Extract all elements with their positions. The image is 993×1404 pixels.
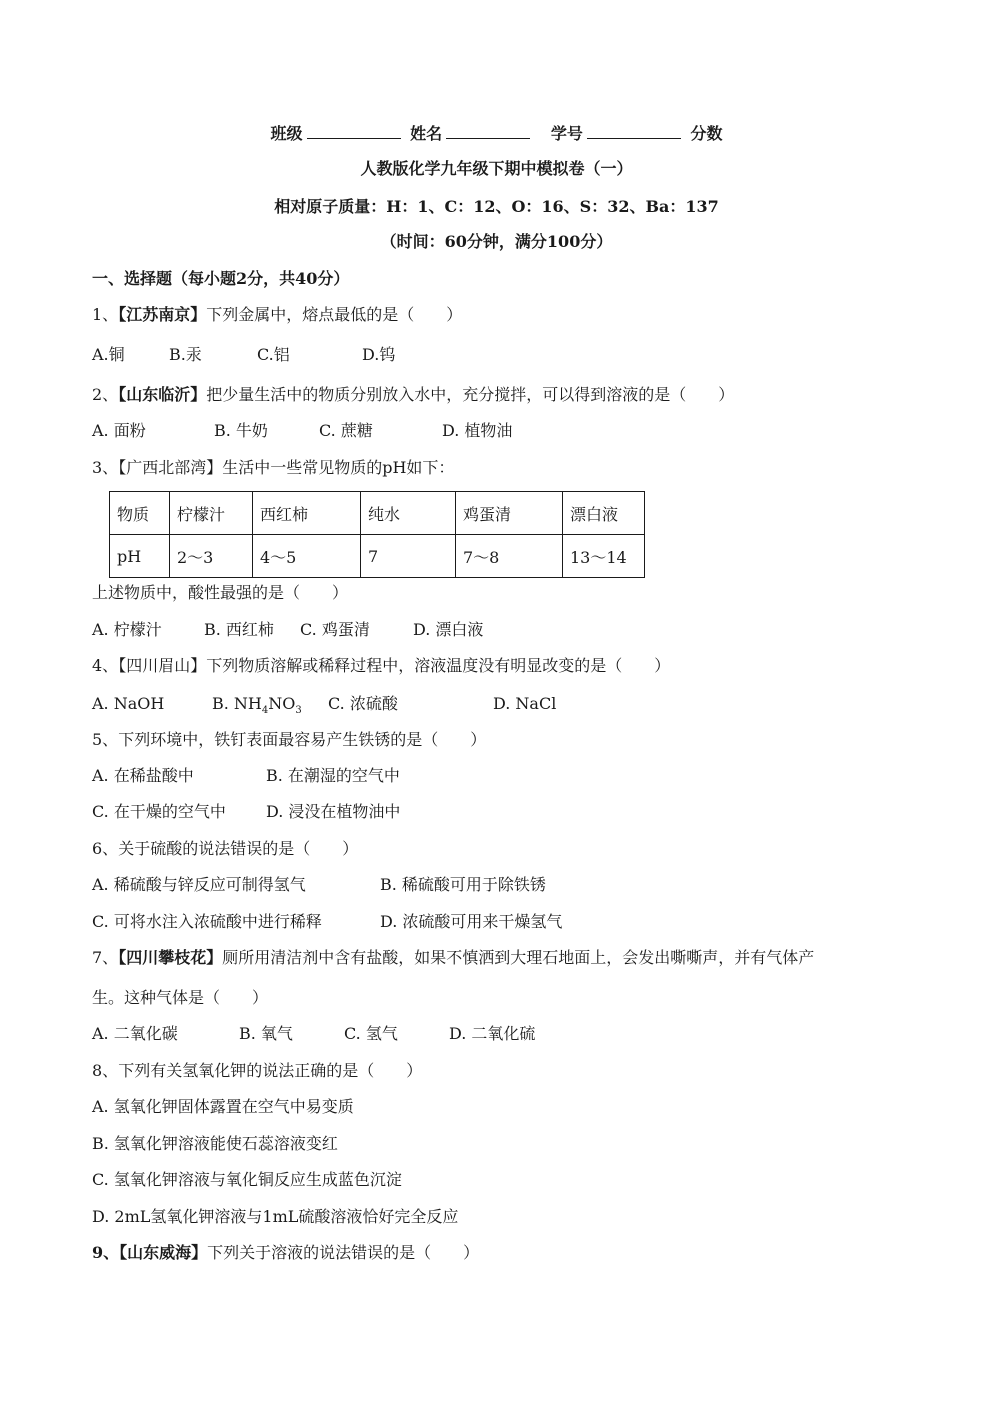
q7-option-a[interactable]: A. 二氧化碳: [92, 1024, 178, 1043]
question-1: [92, 303, 462, 327]
q2-option-c[interactable]: C. 蔗糖: [319, 421, 373, 440]
q1-option-a[interactable]: A.铜: [92, 345, 125, 364]
q5-options-row1: [92, 764, 400, 788]
q8-option-d[interactable]: D. 2mL氢氧化钾溶液与1mL硫酸溶液恰好完全反应: [92, 1207, 459, 1226]
subscript: 4: [261, 705, 269, 717]
class-blank[interactable]: [307, 120, 401, 139]
q3-source: 【广西北部湾】: [118, 458, 223, 477]
q7-text: 厕所用清洁剂中含有盐酸，如果不慎洒到大理石地面上，会发出嘶嘶声，并有气体产: [222, 948, 815, 967]
question-9: [92, 1241, 479, 1265]
ph-table: [109, 491, 645, 578]
q2-options: [92, 419, 512, 443]
q8-option-c[interactable]: C. 氢氧化钾溶液与氧化铜反应生成蓝色沉淀: [92, 1170, 402, 1189]
q5-option-a[interactable]: A. 在稀盐酸中: [92, 766, 194, 785]
question-3: [92, 456, 454, 480]
q5-option-d[interactable]: D. 浸没在植物油中: [266, 802, 401, 821]
question-7: [92, 946, 814, 970]
table-cell: 纯水: [361, 492, 456, 535]
q7-source: 【四川攀枝花】: [118, 948, 223, 967]
q3-number: 3、: [92, 458, 119, 477]
q1-option-d[interactable]: D.钨: [362, 345, 396, 364]
q4-option-b-text: B. NH: [212, 694, 262, 713]
q6-number: 6、: [92, 839, 119, 858]
table-cell: 物质: [110, 492, 170, 535]
q7-option-b[interactable]: B. 氧气: [239, 1024, 293, 1043]
score-label: 分数: [690, 124, 723, 143]
q7-number: 7、: [92, 948, 119, 967]
q1-option-b[interactable]: B.汞: [169, 345, 202, 364]
q4-number: 4、: [92, 656, 119, 675]
question-5: [92, 728, 486, 752]
q6-option-c[interactable]: C. 可将水注入浓硫酸中进行稀释: [92, 912, 322, 931]
q8-option-b[interactable]: B. 氢氧化钾溶液能使石蕊溶液变红: [92, 1134, 338, 1153]
q1-number: 1、: [92, 305, 119, 324]
class-label: 班级: [270, 124, 303, 143]
q4-source: 【四川眉山】: [118, 656, 207, 675]
q3-options: [92, 618, 483, 642]
q6-option-b[interactable]: B. 稀硫酸可用于除铁锈: [380, 875, 546, 894]
q2-option-d[interactable]: D. 植物油: [442, 421, 513, 440]
q6-option-d[interactable]: D. 浓硫酸可用来干燥氢气: [380, 912, 563, 931]
q4-option-d[interactable]: D. NaCl: [493, 694, 557, 713]
q3-option-c[interactable]: C. 鸡蛋清: [300, 620, 370, 639]
id-label: 学号: [550, 124, 583, 143]
q3-followup: 上述物质中，酸性最强的是（ ）: [92, 583, 349, 602]
question-4: [92, 654, 670, 678]
table-cell: 柠檬汁: [170, 492, 253, 535]
student-info-line: [0, 120, 993, 146]
q9-source: 【山东威海】: [119, 1243, 208, 1262]
q4-option-a[interactable]: A. NaOH: [92, 694, 165, 713]
q9-number: 9、: [92, 1243, 120, 1262]
q7-text-cont: 生。这种气体是（ ）: [92, 988, 269, 1007]
table-cell: 13～14: [563, 535, 645, 578]
q2-text: 把少量生活中的物质分别放入水中，充分搅拌，可以得到溶液的是（ ）: [206, 385, 735, 404]
q4-option-b[interactable]: [212, 692, 328, 723]
subscript: 3: [295, 705, 302, 717]
q7-options: [92, 1022, 535, 1046]
table-cell: 西红柿: [253, 492, 361, 535]
table-cell: 7～8: [456, 535, 563, 578]
time-info: （时间：60分钟，满分100分）: [380, 232, 613, 251]
q6-options-row1: [92, 873, 546, 897]
question-2: [92, 383, 734, 407]
table-cell: 鸡蛋清: [456, 492, 563, 535]
q7-option-d[interactable]: D. 二氧化硫: [449, 1024, 536, 1043]
q3-text: 生活中一些常见物质的pH如下：: [222, 458, 455, 477]
table-row: [110, 535, 645, 578]
q5-options-row2: [92, 800, 400, 824]
q4-text: 下列物质溶解或稀释过程中，溶液温度没有明显改变的是（ ）: [206, 656, 671, 675]
section-heading: 一、选择题（每小题2分，共40分）: [92, 269, 350, 288]
q9-text: 下列关于溶液的说法错误的是（ ）: [207, 1243, 480, 1262]
q8-option-a[interactable]: A. 氢氧化钾固体露置在空气中易变质: [92, 1097, 354, 1116]
q4-option-c[interactable]: C. 浓硫酸: [328, 694, 398, 713]
q6-text: 关于硫酸的说法错误的是（ ）: [118, 839, 359, 858]
q1-option-c[interactable]: C.铝: [257, 345, 290, 364]
table-cell: pH: [110, 535, 170, 578]
q2-number: 2、: [92, 385, 119, 404]
q8-text: 下列有关氢氧化钾的说法正确的是（ ）: [118, 1061, 423, 1080]
q1-options: [92, 343, 395, 367]
table-cell: 7: [361, 535, 456, 578]
q5-number: 5、: [92, 730, 119, 749]
q6-options-row2: [92, 910, 562, 934]
q4-options: [92, 692, 556, 723]
question-8: [92, 1059, 422, 1083]
q6-option-a[interactable]: A. 稀硫酸与锌反应可制得氢气: [92, 875, 306, 894]
table-cell: 2～3: [170, 535, 253, 578]
q5-text: 下列环境中，铁钉表面最容易产生铁锈的是（ ）: [118, 730, 487, 749]
q8-number: 8、: [92, 1061, 119, 1080]
q1-text: 下列金属中，熔点最低的是（ ）: [206, 305, 463, 324]
q2-source: 【山东临沂】: [118, 385, 207, 404]
id-blank[interactable]: [587, 120, 681, 139]
q5-option-c[interactable]: C. 在干燥的空气中: [92, 802, 226, 821]
table-cell: 4～5: [253, 535, 361, 578]
q5-option-b[interactable]: B. 在潮湿的空气中: [266, 766, 400, 785]
name-label: 姓名: [410, 124, 443, 143]
q7-option-c[interactable]: C. 氢气: [344, 1024, 398, 1043]
q3-option-b[interactable]: B. 西红柿: [204, 620, 274, 639]
atomic-mass-line: 相对原子质量：H：1、C：12、O：16、S：32、Ba：137: [274, 197, 719, 216]
table-cell: 漂白液: [563, 492, 645, 535]
q2-option-b[interactable]: B. 牛奶: [214, 421, 268, 440]
q2-option-a[interactable]: A. 面粉: [92, 421, 146, 440]
q4-option-b-text: NO: [268, 694, 296, 713]
q3-option-a[interactable]: A. 柠檬汁: [92, 620, 162, 639]
table-row: [110, 492, 645, 535]
q1-source: 【江苏南京】: [118, 305, 207, 324]
q3-option-d[interactable]: D. 漂白液: [413, 620, 484, 639]
page-title: 人教版化学九年级下期中模拟卷（一）: [360, 159, 633, 178]
name-blank[interactable]: [446, 120, 530, 139]
question-6: [92, 837, 358, 861]
